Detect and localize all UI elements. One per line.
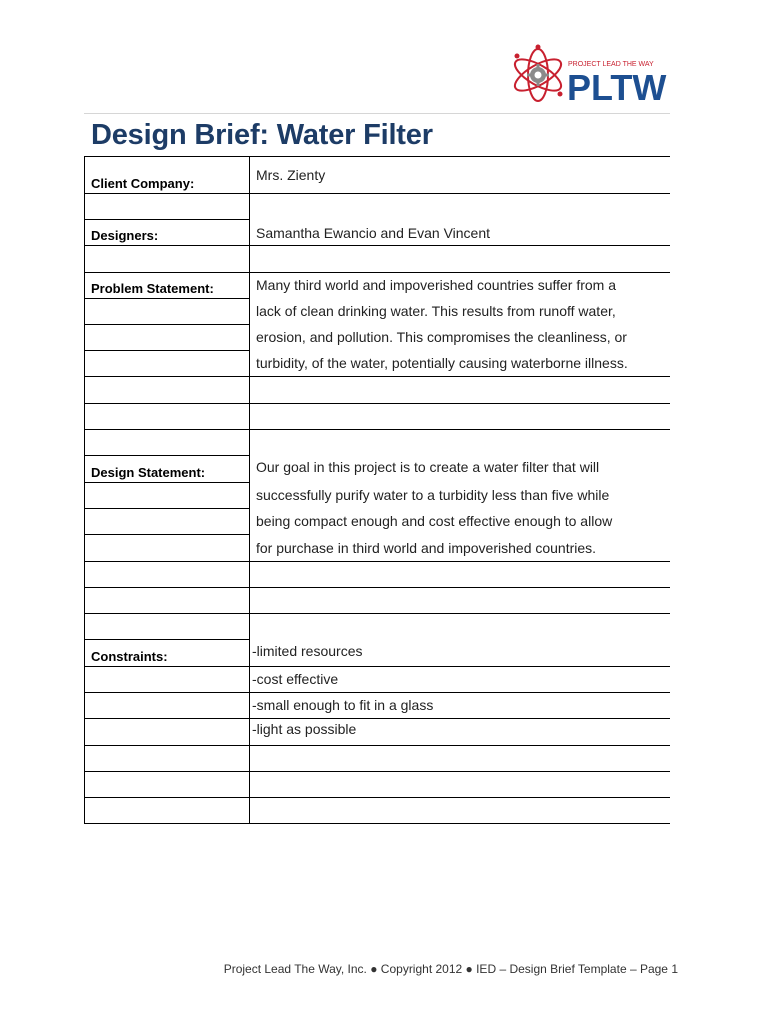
design-brief-table — [84, 156, 670, 824]
problem-statement-line: lack of clean drinking water. This results from runoff water, — [256, 303, 616, 319]
table-row — [84, 666, 670, 692]
constraints-label: Constraints: — [91, 649, 168, 664]
constraint-item: -small enough to fit in a glass — [252, 697, 434, 713]
design-statement-line: Our goal in this project is to create a water filter that will — [256, 459, 600, 475]
constraint-item: -cost effective — [252, 671, 339, 687]
table-row — [84, 298, 670, 324]
problem-statement-label: Problem Statement: — [91, 281, 214, 296]
page-title: Design Brief: Water Filter — [91, 119, 433, 151]
title-divider — [84, 113, 670, 114]
table-row — [84, 692, 670, 718]
designers-label: Designers: — [91, 228, 159, 243]
table-row — [84, 771, 670, 797]
table-row — [84, 193, 670, 219]
table-row — [84, 403, 670, 429]
table-row — [84, 324, 670, 350]
table-row — [84, 272, 670, 298]
problem-statement-line: Many third world and impoverished countries suffer from a — [256, 277, 617, 293]
design-statement-line: successfully purify water to a turbidity less than five while — [256, 487, 610, 503]
design-statement-line: for purchase in third world and impoverished countries. — [256, 540, 597, 556]
table-row — [84, 561, 670, 587]
client-company-value: Mrs. Zienty — [256, 167, 326, 183]
client-company-label: Client Company: — [91, 176, 195, 191]
table-row — [84, 534, 670, 561]
table-row — [84, 376, 670, 403]
table-row — [84, 245, 670, 272]
table-row — [84, 797, 670, 824]
table-row — [84, 455, 670, 482]
table-row — [84, 639, 670, 666]
design-statement-label: Design Statement: — [91, 465, 206, 480]
table-row — [84, 587, 670, 613]
constraint-item: -limited resources — [252, 643, 363, 659]
table-row — [84, 482, 670, 508]
pltw-logo — [508, 42, 680, 108]
table-row — [84, 745, 670, 771]
designers-value: Samantha Ewancio and Evan Vincent — [256, 225, 491, 241]
problem-statement-line: turbidity, of the water, potentially causing waterborne illness. — [256, 355, 628, 371]
table-row — [84, 508, 670, 534]
logo-wordmark: PLTW — [567, 67, 667, 108]
table-row — [84, 613, 670, 639]
atom-gear-logo-icon — [508, 42, 680, 108]
table-row — [84, 156, 670, 193]
table-row — [84, 718, 670, 745]
constraint-item: -light as possible — [252, 721, 357, 737]
table-row — [84, 350, 670, 376]
table-row — [84, 219, 670, 245]
design-statement-line: being compact enough and cost effective enough to allow — [256, 513, 613, 529]
page-footer: Project Lead The Way, Inc. ● Copyright 2012 ● IED – Design Brief Template – Page 1 — [223, 962, 678, 976]
logo-tagline: PROJECT LEAD THE WAY — [568, 61, 654, 68]
problem-statement-line: erosion, and pollution. This compromises the cleanliness, or — [256, 329, 627, 345]
table-row — [84, 429, 670, 455]
